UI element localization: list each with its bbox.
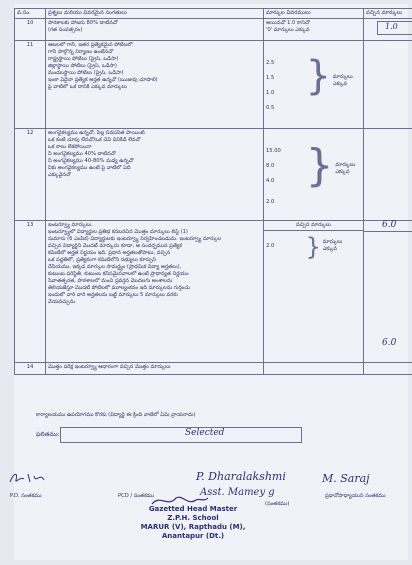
row-line: అంగవైకల్యము ఉన్నచో, పిల్ల నివసనీత పాయింట్ bbox=[48, 130, 145, 137]
row-marks-detail bbox=[264, 19, 364, 41]
marks-detail-line: అయినచో 1.0 కానిచో bbox=[266, 20, 310, 27]
score-box bbox=[377, 21, 412, 35]
table-row bbox=[15, 363, 412, 375]
row-line: వేయవచ్చును bbox=[48, 299, 76, 306]
row-line: నీకు అంగవైకల్యము ఉంటే పై వాటిలో ఏది bbox=[48, 165, 131, 172]
row-line: ఎక్కువైనచో bbox=[48, 172, 71, 179]
row-marks-detail bbox=[264, 41, 364, 129]
handwritten-name-2: M. Saraj bbox=[322, 472, 370, 485]
row-line: నీ అంగవైకల్యము 40-80% మధ్య ఉన్నచో bbox=[48, 158, 134, 165]
row-marks-detail bbox=[264, 221, 364, 363]
marks-label bbox=[333, 74, 353, 88]
stamp-line: Anantapur (Dt.) bbox=[161, 532, 225, 541]
row-line: ఒక కాలు లేకపోయినా bbox=[48, 144, 92, 151]
row-line: ఇంటర్వ్యూలో విద్యార్థుల ప్రతిభ కనబరచిన మొత్తం మార్కులు లిస్ట్ (1) bbox=[48, 229, 188, 236]
marks-label bbox=[323, 239, 343, 253]
headmaster-signature-label: ప్రధానోపాధ్యాయుని సంతకము bbox=[325, 493, 386, 499]
brace-icon: } bbox=[305, 53, 332, 100]
result-label: ఫలితము: bbox=[36, 431, 60, 438]
row-description bbox=[46, 41, 264, 129]
deputy-signature-label: (సంతకము) bbox=[265, 501, 290, 507]
row-line: తెలియజేస్తూ మొదటి పోటీలలో మూల్యంకనం ఇది మార్కులను గుర్తించు bbox=[48, 285, 191, 292]
marks-value: 2.0 bbox=[266, 199, 275, 206]
marks-label-line: మార్కులు bbox=[335, 162, 356, 169]
row-number: 14 bbox=[15, 363, 46, 375]
marks-value: 1.5 bbox=[266, 75, 275, 82]
row-score-cell bbox=[364, 129, 412, 221]
stamp-line: Gazetted Head Master bbox=[148, 505, 238, 513]
row-line: దేనీయము, ఇక్కడ మార్కుల సామర్థ్యం (ప్రాథమిక విద్యా అర్హతలు), bbox=[48, 264, 182, 271]
handwritten-name-1: P. Dharalakshmi bbox=[196, 470, 286, 483]
row-number: 11 bbox=[15, 41, 46, 129]
row-number: 12 bbox=[15, 129, 46, 221]
result-field bbox=[60, 427, 302, 443]
stamp-line: Z.P.H. School bbox=[167, 514, 219, 523]
handwritten-middle: Asst. Mamey g bbox=[200, 487, 275, 498]
row-line: (గత సంవత్సరం) bbox=[48, 27, 83, 34]
marks-label-line: ఎక్కువ bbox=[322, 246, 337, 253]
marks-values bbox=[266, 60, 304, 120]
row-description bbox=[46, 221, 264, 363]
row-line: రాష్ట్రస్థాయి పోటీలు (ప్రైస్, ఒడిసా) bbox=[48, 56, 119, 63]
marks-received-subheader: వచ్చిన మార్కులు bbox=[264, 221, 363, 231]
marks-value: 1.0 bbox=[266, 90, 275, 97]
row-line: ఒక కంటి చూపు లేనచో/ఒక చెవి వినికిడి లేనచో bbox=[48, 137, 141, 144]
row-line: వచ్చిన విద్యార్థిని మొదటి మార్కును కూడా, ఆ సందర్భమున ప్రత్యేక bbox=[48, 243, 182, 250]
row-line: నీ అంగవైకల్యము 40% దాటినచో bbox=[48, 151, 116, 158]
score-top-cell bbox=[364, 221, 412, 232]
row-line: మొత్తం పరీక్ష ఇంటర్వ్యూ ఆధారంగా వచ్చిన మొత్తం మార్కులు bbox=[48, 364, 171, 371]
marks-value: 15.00 bbox=[266, 148, 281, 155]
office-use-note: కార్యాలయము ఉపయోగము కొరకు (విద్యార్థి ఈ క్రింది వాటిలో ఏమి వ్రాయరాదు) bbox=[36, 412, 196, 418]
row-line: పాఠశాలకు హాజరు 80% దాటినచో bbox=[48, 20, 118, 27]
row-line: సుమారు (6 ఎంపిక) విద్యార్థులకు ఇంటర్వ్యూ నిర్వహించబడును. ఇంటర్వ్యూ మార్కుల bbox=[48, 236, 222, 243]
row-description bbox=[46, 19, 264, 41]
table-row bbox=[15, 19, 412, 41]
row-line: పై వాటిలో ఒక దానికి ఎక్కువ మార్కులు bbox=[48, 84, 127, 91]
row-description bbox=[46, 129, 264, 221]
row-number: 10 bbox=[15, 19, 46, 41]
score-value: 1.0 bbox=[385, 22, 398, 32]
header-serial: వ.సం. bbox=[15, 9, 46, 19]
marks-label-line: మార్కులు bbox=[322, 239, 343, 246]
score-top-value: 6.0 bbox=[382, 220, 397, 231]
table-row bbox=[15, 221, 412, 363]
row-score-cell bbox=[364, 19, 412, 41]
row-line: ఆటలలో గానీ, ఇతర ప్రత్యేకమైన పోటీలలో bbox=[48, 42, 133, 49]
table-row bbox=[15, 129, 412, 221]
marks-label-line: ఎక్కువ bbox=[332, 81, 348, 88]
row-marks-detail bbox=[264, 363, 364, 375]
brace-icon: } bbox=[305, 140, 334, 192]
row-title: ఇంటర్వ్యూ మార్కులు bbox=[48, 222, 92, 229]
row-line: ఇంకా ఏదైనా ప్రత్యేక అర్హత ఉన్నచో (ఋజువు చూపాలి) bbox=[48, 77, 158, 84]
marks-detail-line: '0' మార్కులు ఎక్కువ bbox=[266, 27, 310, 34]
table-row bbox=[15, 41, 412, 129]
brace-icon: } bbox=[305, 233, 321, 262]
row-line: ఇందులో వారి వారి అర్హతలను బట్టి మార్కులు 5 మార్కులు వరకు bbox=[48, 292, 178, 299]
row-line: సేవాతత్పరత, పాఠశాలలో మంచి ప్రవర్తన మొదలగు అంశాలను bbox=[48, 278, 173, 285]
pcd-signature-label: PCD / సంతకము bbox=[118, 493, 155, 499]
header-marks-detail: మార్కుల వివరములు bbox=[264, 9, 364, 19]
row-score-cell bbox=[364, 363, 412, 375]
row-score-cell bbox=[364, 221, 412, 363]
stamp-line: MARUR (V), Rapthadu (M), bbox=[140, 523, 246, 532]
marks-value: 8.0 bbox=[266, 163, 275, 170]
header-row bbox=[15, 9, 412, 19]
result-section bbox=[16, 423, 406, 442]
marks-label-line: ఎక్కువ bbox=[335, 169, 350, 176]
marks-value: 2.0 bbox=[266, 243, 275, 250]
marks-value: 4.0 bbox=[266, 178, 275, 185]
row-number: 13 bbox=[15, 221, 46, 363]
marks-values bbox=[266, 235, 304, 258]
row-line: మండలస్థాయి పోటీలు (ప్రైస్, ఒడిసా) bbox=[48, 70, 124, 77]
marks-label-line: మార్కులు bbox=[332, 74, 353, 81]
school-stamp bbox=[128, 505, 258, 541]
marks-values bbox=[266, 148, 304, 214]
pd-signature-icon bbox=[8, 470, 48, 486]
row-description bbox=[46, 363, 264, 375]
score-value: 6.0 bbox=[382, 338, 397, 349]
marks-value: 0.5 bbox=[266, 105, 275, 112]
header-marks-received: వచ్చిన మార్కులు bbox=[364, 9, 412, 19]
row-line: జిల్లాస్థాయి పోటీలు (ప్రైస్, ఒడిసా) bbox=[48, 63, 117, 70]
pd-signature-label: P.D. సంతకము bbox=[10, 493, 42, 499]
row-marks-detail bbox=[264, 129, 364, 221]
result-value: Selected bbox=[185, 428, 225, 438]
evaluation-table bbox=[14, 8, 412, 375]
row-score-cell bbox=[364, 41, 412, 129]
row-line: కమిటీలో అర్హత నిర్ణయం ఇది. ప్రధాన అర్హతలతోపాటు, వచ్చిన bbox=[48, 250, 171, 257]
row-line: కుటుంబ పరిస్థితి, కుటుంబ కనీసమైనవాలలో ఉంటే ప్రాధాన్యత నిర్ణయం bbox=[48, 271, 189, 278]
marks-value: 2.5 bbox=[266, 60, 275, 67]
header-details: ప్రశ్నలు మరియు వివరమైన సంగతులు bbox=[46, 9, 264, 19]
marks-label bbox=[335, 162, 355, 176]
row-line: గానీ పాల్గొన్న నిర్మాణం ఉంటేనచో bbox=[48, 49, 114, 56]
row-line: ఒక పద్ధతిలో, ప్రత్యేకంగా కమిటీలోని సభ్యులు కూర్చుని bbox=[48, 257, 157, 264]
